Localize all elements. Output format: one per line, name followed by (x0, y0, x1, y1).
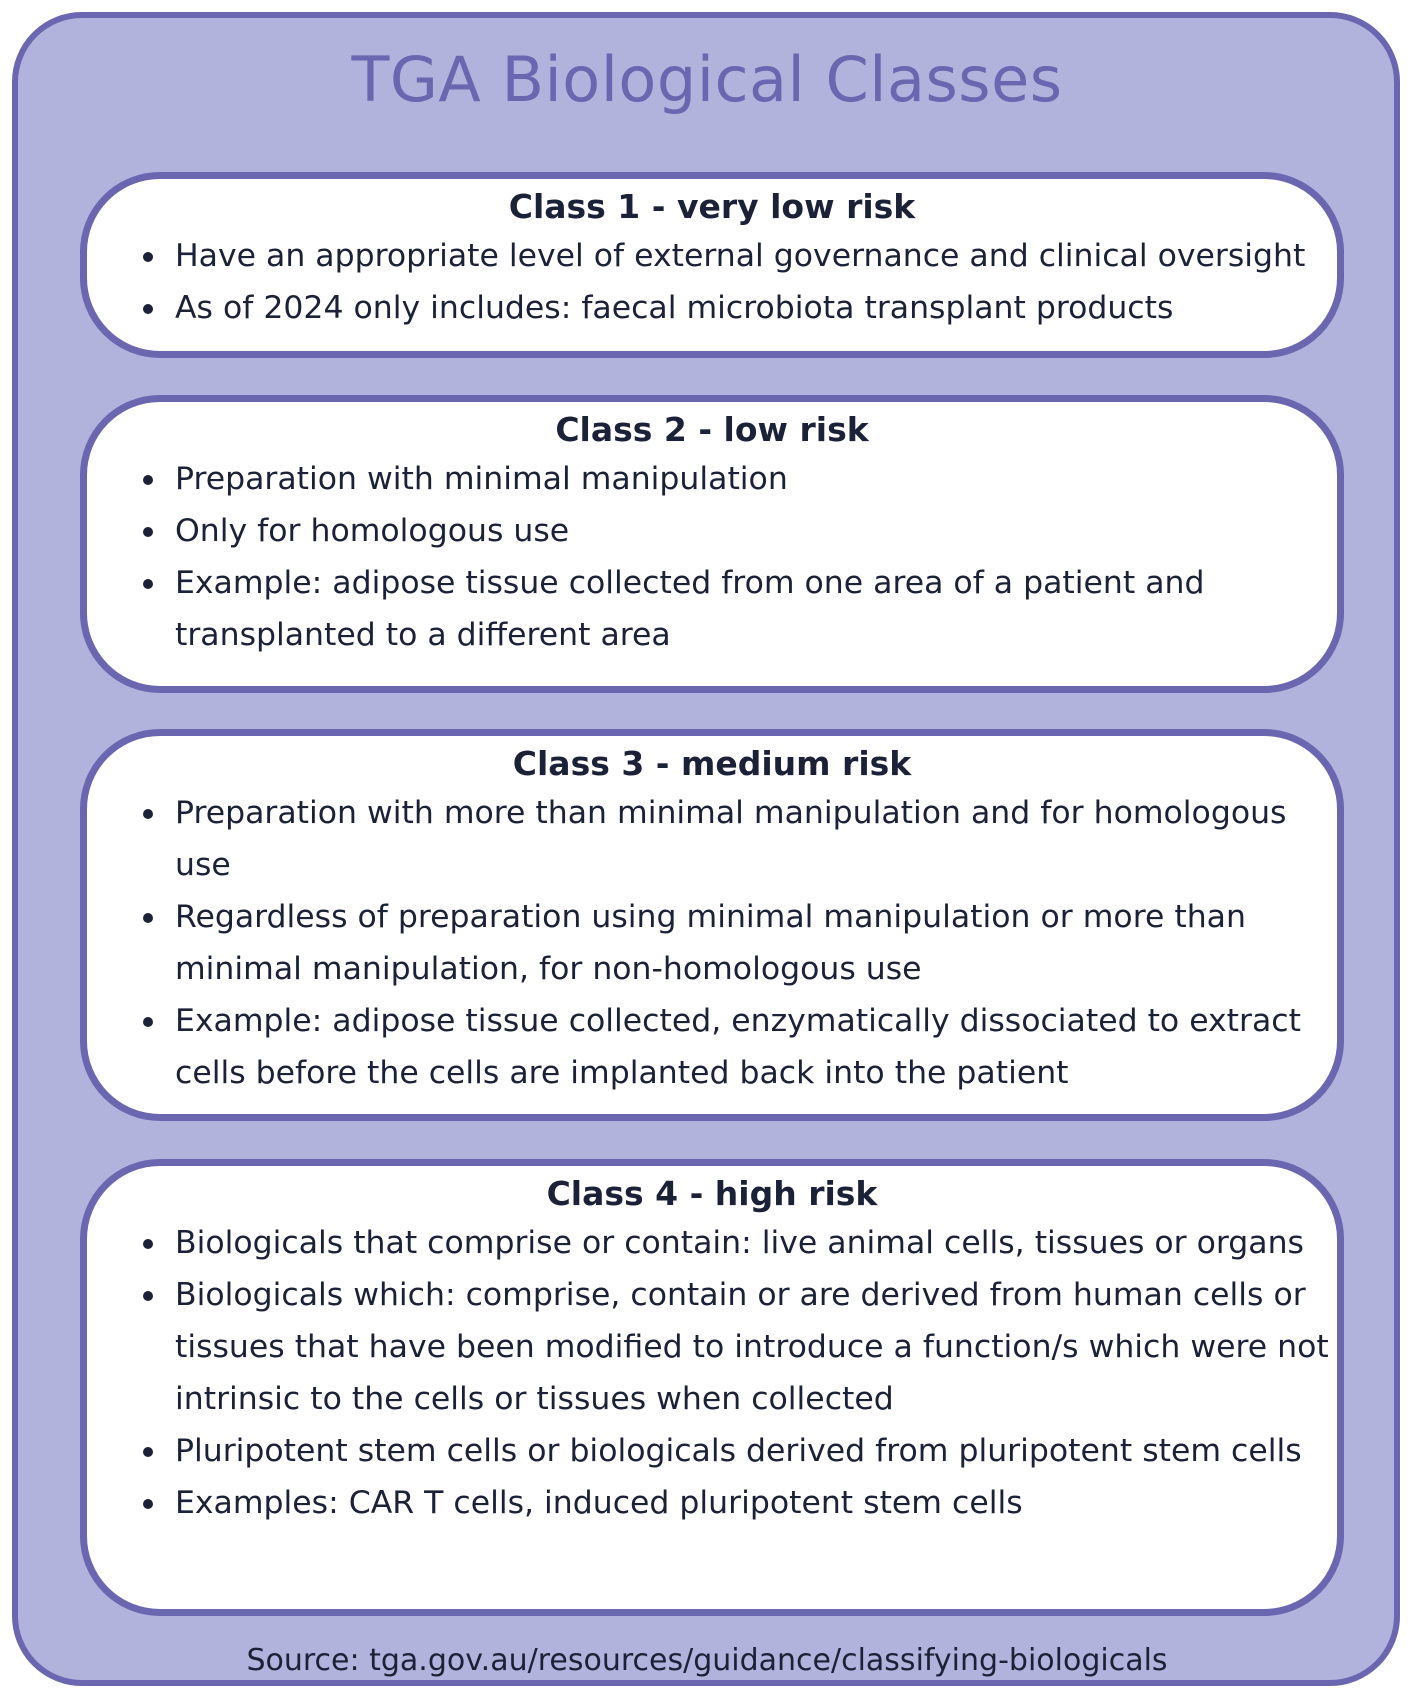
class-4-bullet: Examples: CAR T cells, induced pluripotent stem cells (142, 1477, 1337, 1529)
class-2-bullet: Preparation with minimal manipulation (142, 453, 1337, 505)
class-4-bullet: Biologicals that comprise or contain: live animal cells, tissues or organs (142, 1217, 1337, 1269)
class-4-bullet: Biologicals which: comprise, contain or are derived from human cells or tissues that have been modified to introduce a function/s which were not intrinsic to the cells or tissues when collected (142, 1269, 1337, 1425)
class-2-card (80, 395, 1344, 693)
class-1-bullet-list (142, 230, 1337, 334)
class-3-heading: Class 3 - medium risk (512, 744, 912, 783)
page-title: TGA Biological Classes (351, 43, 1063, 116)
class-4-bullet: Pluripotent stem cells or biologicals derived from pluripotent stem cells (142, 1425, 1337, 1477)
class-2-bullet-list (142, 453, 1337, 661)
class-2-bullet: Only for homologous use (142, 505, 1337, 557)
class-2-heading: Class 2 - low risk (555, 410, 869, 449)
class-1-bullet: As of 2024 only includes: faecal microbiota transplant products (142, 282, 1337, 334)
class-1-heading: Class 1 - very low risk (508, 187, 916, 226)
class-1-card (80, 172, 1344, 358)
class-1-bullet: Have an appropriate level of external governance and clinical oversight (142, 230, 1337, 282)
class-4-heading: Class 4 - high risk (546, 1174, 878, 1213)
class-3-bullet: Regardless of preparation using minimal manipulation or more than minimal manipulation, for non-homologous use (142, 891, 1337, 995)
class-3-card (80, 729, 1344, 1121)
class-2-bullet: Example: adipose tissue collected from one area of a patient and transplanted to a different area (142, 557, 1337, 661)
class-4-card (80, 1159, 1344, 1616)
class-3-bullet: Preparation with more than minimal manipulation and for homologous use (142, 787, 1337, 891)
source-citation: Source: tga.gov.au/resources/guidance/classifying-biologicals (246, 1643, 1168, 1678)
class-3-bullet: Example: adipose tissue collected, enzymatically dissociated to extract cells before the cells are implanted back into the patient (142, 995, 1337, 1099)
class-4-bullet-list (142, 1217, 1337, 1529)
class-3-bullet-list (142, 787, 1337, 1099)
